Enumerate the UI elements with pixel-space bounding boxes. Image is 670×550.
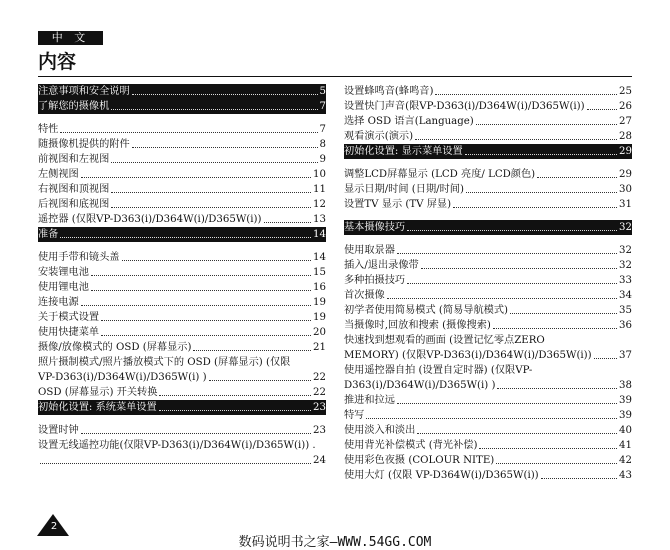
- toc-entry-line: 使用遥控器自拍 (设置自定时器) (仅限VP-: [344, 365, 533, 376]
- toc-entry-title: 右视图和顶视图: [38, 184, 110, 195]
- dot-leader: [101, 320, 311, 321]
- dot-leader: [537, 177, 617, 178]
- toc-page-number: 41: [619, 440, 632, 451]
- toc-entry-title: 初始化设置: 显示菜单设置: [344, 146, 463, 157]
- toc-section-header[interactable]: [344, 220, 632, 235]
- dot-leader: [111, 207, 311, 208]
- dot-leader: [81, 177, 311, 178]
- dot-leader: [60, 132, 317, 133]
- dot-leader: [101, 335, 311, 336]
- toc-entry-title: D363(i)/D364W(i)/D365W(i) ): [344, 380, 496, 391]
- toc-page-number: 39: [619, 410, 632, 421]
- toc-entry[interactable]: [344, 393, 632, 408]
- toc-page-number: 19: [313, 297, 326, 308]
- toc-entry-title: 插入/退出录像带: [344, 260, 419, 271]
- dot-leader: [81, 305, 311, 306]
- toc-entry[interactable]: [38, 355, 326, 385]
- toc-page-number: 26: [619, 101, 632, 112]
- dot-leader: [91, 275, 311, 276]
- toc-page-number: 13: [313, 214, 326, 225]
- toc-entry[interactable]: [344, 99, 632, 114]
- toc-entry-title: MEMORY) (仅限VP-D363(i)/D364W(i)/D365W(i)): [344, 350, 592, 361]
- toc-page-number: 32: [619, 245, 632, 256]
- dot-leader: [132, 94, 318, 95]
- toc-page-number: 29: [619, 146, 632, 157]
- title-rule: [38, 76, 632, 77]
- toc-page-number: 14: [313, 252, 326, 263]
- toc-entry-title: 使用淡入和淡出: [344, 425, 416, 436]
- dot-leader: [111, 162, 317, 163]
- toc-entry-title: 设置蜂鸣音(蜂鸣音): [344, 86, 434, 97]
- toc-section-header[interactable]: [38, 227, 326, 242]
- dot-leader: [465, 154, 617, 155]
- spacer: [38, 114, 326, 122]
- toc-entry-title: 基本摄像技巧: [344, 222, 406, 233]
- toc-entry[interactable]: [38, 340, 326, 355]
- toc-entry-title: 摄像/放像模式的 OSD (屏幕显示): [38, 342, 192, 353]
- toc-entry[interactable]: [38, 438, 326, 468]
- dot-leader: [493, 328, 617, 329]
- toc-entry[interactable]: [38, 137, 326, 152]
- dot-leader: [541, 478, 617, 479]
- dot-leader: [264, 222, 312, 223]
- toc-entry-title: 推进和拉远: [344, 395, 395, 406]
- toc-entry-line: [344, 348, 632, 363]
- toc-entry-title: 使用大灯 (仅限 VP-D364W(i)/D365W(i)): [344, 470, 539, 481]
- dot-leader: [479, 448, 617, 449]
- toc-page-number: 16: [313, 282, 326, 293]
- page-number: 2: [50, 521, 58, 532]
- spacer: [344, 235, 632, 243]
- toc-entry-line: 照片摄制模式/照片播放模式下的 OSD (屏幕显示) (仅限: [38, 357, 291, 368]
- toc-entry-title: 观看演示(演示): [344, 131, 414, 142]
- toc-entry-title: 显示日期/时间 (日期/时间): [344, 184, 464, 195]
- toc-entry[interactable]: [38, 182, 326, 197]
- toc-entry-title: 首次摄像: [344, 290, 385, 301]
- toc-entry[interactable]: [38, 295, 326, 310]
- toc-entry-title: 准备: [38, 229, 59, 240]
- toc-entry-title: 使用快捷菜单: [38, 327, 100, 338]
- spacer: [38, 242, 326, 250]
- toc-entry[interactable]: [344, 423, 632, 438]
- dot-leader: [510, 313, 617, 314]
- toc-page-number: 22: [313, 387, 326, 398]
- dot-leader: [122, 260, 312, 261]
- toc-entry-title: 调整LCD屏幕显示 (LCD 亮度/ LCD颜色): [344, 169, 536, 180]
- toc-entry[interactable]: [344, 258, 632, 273]
- toc-entry[interactable]: [344, 288, 632, 303]
- dot-leader: [132, 147, 318, 148]
- toc-entry-title: 初始化设置: 系统菜单设置: [38, 402, 157, 413]
- toc-right-column: [344, 84, 632, 483]
- toc-entry[interactable]: [38, 423, 326, 438]
- toc-entry[interactable]: [344, 129, 632, 144]
- dot-leader: [407, 283, 617, 284]
- dot-leader: [111, 109, 317, 110]
- dot-leader: [81, 433, 311, 434]
- toc-entry[interactable]: [38, 212, 326, 227]
- toc-entry-title: 安装锂电池: [38, 267, 89, 278]
- spacer: [344, 212, 632, 220]
- toc-entry[interactable]: [344, 243, 632, 258]
- toc-entry-line: [38, 453, 326, 468]
- toc-page-number: 10: [313, 169, 326, 180]
- dot-leader: [453, 207, 617, 208]
- toc-entry-title: 使用取景器: [344, 245, 395, 256]
- toc-left-column: [38, 84, 326, 468]
- toc-page-number: 32: [619, 222, 632, 233]
- toc-entry[interactable]: [344, 114, 632, 129]
- dot-leader: [387, 298, 617, 299]
- toc-entry[interactable]: [38, 280, 326, 295]
- toc-entry-title: 特性: [38, 124, 59, 135]
- dot-leader: [435, 94, 617, 95]
- toc-entry-title: 使用手带和镜头盖: [38, 252, 120, 263]
- toc-page-number: 28: [619, 131, 632, 142]
- toc-entry[interactable]: [38, 250, 326, 265]
- toc-entry[interactable]: [344, 318, 632, 333]
- dot-leader: [587, 109, 617, 110]
- toc-page-number: 29: [619, 169, 632, 180]
- toc-page-number: 24: [313, 455, 326, 466]
- dot-leader: [466, 192, 617, 193]
- toc-section-header[interactable]: [38, 400, 326, 415]
- dot-leader: [209, 380, 311, 381]
- toc-entry-title: 使用彩色夜摄 (COLOUR NITE): [344, 455, 495, 466]
- dot-leader: [407, 230, 617, 231]
- dot-leader: [91, 290, 311, 291]
- dot-leader: [417, 433, 617, 434]
- toc-page-number: 35: [619, 305, 632, 316]
- toc-page-number: 12: [313, 199, 326, 210]
- toc-entry[interactable]: [344, 167, 632, 182]
- toc-page-number: 5: [319, 86, 326, 97]
- toc-entry[interactable]: [38, 385, 326, 400]
- toc-page-number: 42: [619, 455, 632, 466]
- dot-leader: [415, 139, 617, 140]
- toc-page-number: 7: [319, 101, 326, 112]
- dot-leader: [159, 395, 311, 396]
- toc-entry-title: 设置TV 显示 (TV 屏显): [344, 199, 452, 210]
- toc-page-number: 8: [319, 139, 326, 150]
- language-tab: 中 文: [38, 31, 103, 45]
- dot-leader: [476, 124, 617, 125]
- toc-entry-title: 特写: [344, 410, 365, 421]
- page-title: 内容: [38, 51, 77, 73]
- toc-page-number: 23: [313, 402, 326, 413]
- toc-entry-title: 左侧视图: [38, 169, 79, 180]
- toc-page-number: 15: [313, 267, 326, 278]
- toc-entry-title: 连接电源: [38, 297, 79, 308]
- toc-entry[interactable]: [344, 438, 632, 453]
- toc-entry-line: 设置无线遥控功能(仅限VP-D363(i)/D364W(i)/D365W(i)) .: [38, 440, 316, 451]
- toc-entry-title: 使用锂电池: [38, 282, 89, 293]
- dot-leader: [111, 192, 311, 193]
- toc-entry-title: 设置时钟: [38, 425, 79, 436]
- dot-leader: [594, 358, 617, 359]
- dot-leader: [60, 237, 311, 238]
- toc-entry-line: [344, 378, 632, 393]
- dot-leader: [193, 350, 311, 351]
- toc-entry-title: 当摄像时,回放和搜索 (摄像搜索): [344, 320, 491, 331]
- toc-entry-line: [38, 370, 326, 385]
- toc-entry-title: 后视图和底视图: [38, 199, 110, 210]
- toc-page-number: 27: [619, 116, 632, 127]
- toc-page-number: 33: [619, 275, 632, 286]
- toc-entry-title: OSD (屏幕显示) 开关转换: [38, 387, 158, 398]
- toc-page-number: 32: [619, 260, 632, 271]
- toc-entry[interactable]: [38, 122, 326, 137]
- toc-entry-title: 关于模式设置: [38, 312, 100, 323]
- toc-section-header[interactable]: [38, 84, 326, 99]
- toc-page-number: 9: [319, 154, 326, 165]
- dot-leader: [397, 403, 617, 404]
- toc-page-number: 20: [313, 327, 326, 338]
- dot-leader: [397, 253, 617, 254]
- toc-page-number: 30: [619, 184, 632, 195]
- toc-entry-title: 设置快门声音(限VP-D363(i)/D364W(i)/D365W(i)): [344, 101, 585, 112]
- toc-entry[interactable]: [344, 182, 632, 197]
- toc-page-number: 11: [313, 184, 326, 195]
- dot-leader: [366, 418, 617, 419]
- spacer: [38, 415, 326, 423]
- dot-leader: [159, 410, 311, 411]
- toc-entry-title: 随摄像机提供的附件: [38, 139, 130, 150]
- toc-page-number: 22: [313, 372, 326, 383]
- toc-page-number: 43: [619, 470, 632, 481]
- toc-page-number: 19: [313, 312, 326, 323]
- toc-entry[interactable]: [344, 84, 632, 99]
- toc-page-number: 14: [313, 229, 326, 240]
- toc-entry[interactable]: [344, 333, 632, 363]
- toc-entry-title: 遥控器 (仅限VP-D363(i)/D364W(i)/D365W(i)): [38, 214, 262, 225]
- toc-entry[interactable]: [344, 273, 632, 288]
- footer-watermark: 数码说明书之家—WWW.54GG.COM: [238, 535, 432, 550]
- toc-entry-title: 选择 OSD 语言(Language): [344, 116, 474, 127]
- toc-page-number: 36: [619, 320, 632, 331]
- toc-page-number: 37: [619, 350, 632, 361]
- toc-page-number: 39: [619, 395, 632, 406]
- toc-page-number: 7: [319, 124, 326, 135]
- toc-page-number: 40: [619, 425, 632, 436]
- toc-entry[interactable]: [344, 453, 632, 468]
- toc-entry-title: 使用背光补偿模式 (背光补偿): [344, 440, 478, 451]
- toc-page-number: 25: [619, 86, 632, 97]
- toc-page-number: 31: [619, 199, 632, 210]
- dot-leader: [496, 463, 617, 464]
- toc-entry[interactable]: [38, 325, 326, 340]
- toc-entry-title: 初学者使用简易模式 (简易导航模式): [344, 305, 508, 316]
- toc-entry[interactable]: [344, 197, 632, 212]
- toc-entry-title: VP-D363(i)/D364W(i)/D365W(i) ): [38, 372, 207, 383]
- toc-section-header[interactable]: [38, 99, 326, 114]
- toc-entry-title: 注意事项和安全说明: [38, 86, 130, 97]
- toc-entry[interactable]: [38, 265, 326, 280]
- toc-page-number: 21: [313, 342, 326, 353]
- toc-entry-line: 快速找到想观看的画面 (设置记忆零点ZERO: [344, 335, 545, 346]
- toc-page-number: 34: [619, 290, 632, 301]
- toc-entry[interactable]: [344, 303, 632, 318]
- toc-entry[interactable]: [38, 197, 326, 212]
- dot-leader: [40, 463, 311, 464]
- toc-entry-title: 前视图和左视图: [38, 154, 110, 165]
- toc-page-number: 23: [313, 425, 326, 436]
- toc-page-number: 38: [619, 380, 632, 391]
- toc-section-header[interactable]: [344, 144, 632, 159]
- toc-entry[interactable]: [38, 167, 326, 182]
- toc-entry[interactable]: [344, 408, 632, 423]
- toc-entry-title: 多种拍摄技巧: [344, 275, 406, 286]
- toc-entry[interactable]: [344, 468, 632, 483]
- spacer: [344, 159, 632, 167]
- dot-leader: [421, 268, 617, 269]
- toc-entry[interactable]: [344, 363, 632, 393]
- dot-leader: [497, 388, 617, 389]
- toc-entry[interactable]: [38, 310, 326, 325]
- toc-entry-title: 了解您的摄像机: [38, 101, 110, 112]
- toc-entry[interactable]: [38, 152, 326, 167]
